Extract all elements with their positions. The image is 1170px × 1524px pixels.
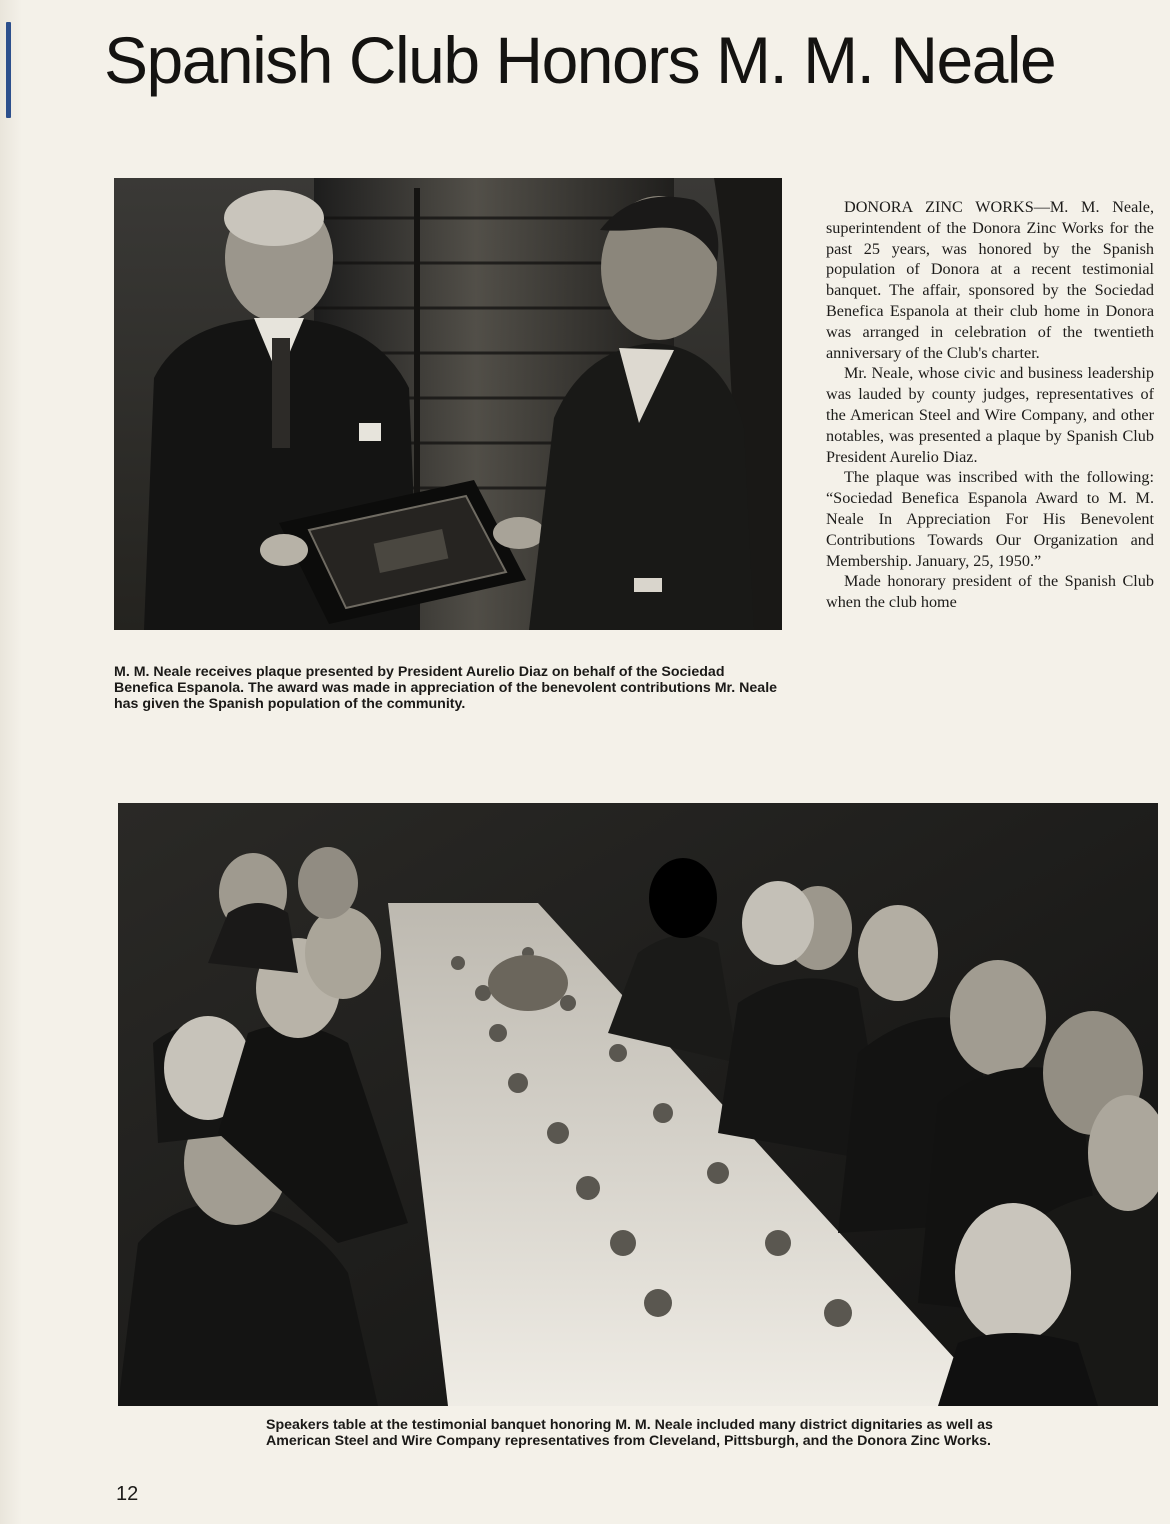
plaque-photo-caption: M. M. Neale receives plaque presented by President Aurelio Diaz on behalf of the Sociedad Benefica Espanola. The award was made in appreciation of the benevolent contributions Mr. Neale has given the Spanish population of the community.: [114, 664, 778, 712]
banquet-table-photo: [118, 803, 1158, 1406]
article-paragraph: The plaque was inscribed with the following: “Sociedad Benefica Espanola Award to M. M. Neale In Appreciation For His Benevolent Contributions Towards Our Organization and Membership. January, 25, 1950.”: [826, 468, 1154, 570]
binding-mark: [6, 22, 11, 118]
article-body: [826, 197, 1154, 613]
page-headline: Spanish Club Honors M. M. Neale: [104, 23, 1056, 97]
article-paragraph: Mr. Neale, whose civic and business leadership was lauded by county judges, representatives of the American Steel and Wire Company, and other notables, was presented a plaque by Spanish Club President Aurelio Diaz.: [826, 364, 1154, 466]
banquet-photo-caption: Speakers table at the testimonial banquet honoring M. M. Neale included many district dignitaries as well as American Steel and Wire Company representatives from Cleveland, Pittsburgh, and the Donora Zinc Works.: [266, 1417, 993, 1449]
plaque-presentation-photo: [114, 178, 782, 630]
page-spine: [0, 0, 22, 1524]
article-paragraph: DONORA ZINC WORKS—M. M. Neale, superintendent of the Donora Zinc Works for the past 25 years, was honored by the Spanish population of Donora at a recent testimonial banquet. The affair, sponsored by the Sociedad Benefica Espanola at their club home in Donora was arranged in celebration of the twentieth anniversary of the Club's charter.: [826, 198, 1154, 362]
page-number: 12: [116, 1483, 139, 1505]
article-paragraph: Made honorary president of the Spanish Club when the club home: [826, 572, 1154, 612]
